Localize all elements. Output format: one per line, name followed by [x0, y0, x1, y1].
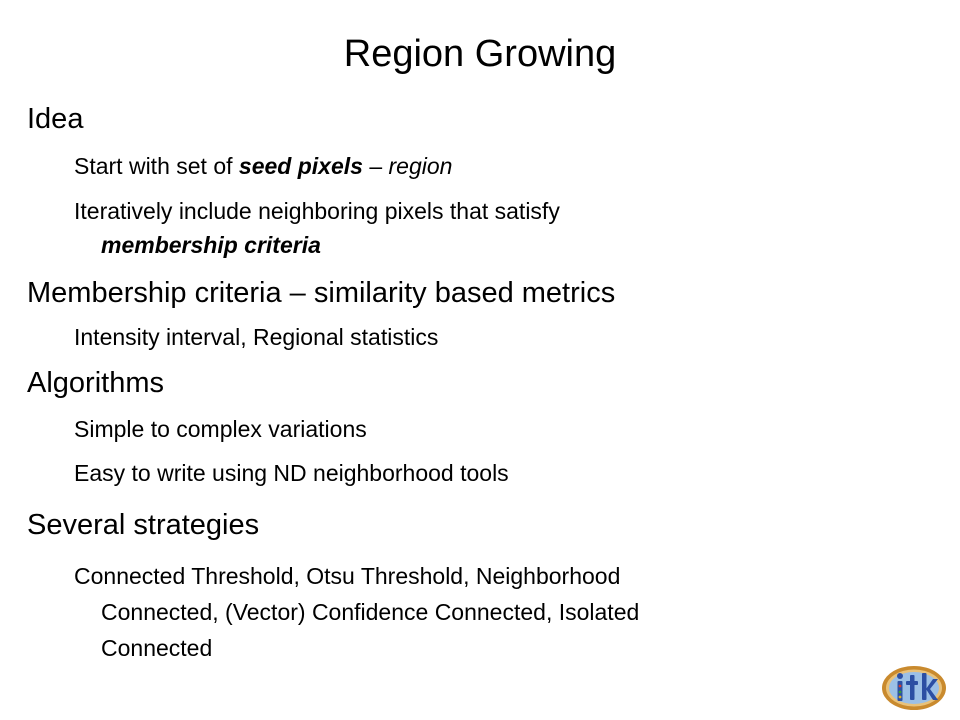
membership-criteria-emphasis: membership criteria — [101, 232, 321, 258]
sub-bullet-simple-to-complex: Simple to complex variations — [74, 416, 367, 442]
bullet-idea: Idea — [27, 103, 84, 135]
sub-bullet-strategies-line2: Connected, (Vector) Confidence Connected, Isolated — [101, 599, 640, 625]
seed-pixels-emphasis: seed pixels — [238, 153, 363, 179]
bullet-algorithms: Algorithms — [27, 367, 164, 399]
sub-bullet-strategies-line3: Connected — [101, 635, 213, 661]
sub-bullet-seed-pixels — [74, 150, 452, 182]
sub-bullet-iteratively: Iteratively include neighboring pixels that satisfy — [74, 198, 560, 224]
region-emphasis: region — [388, 153, 453, 179]
itk-logo-icon — [880, 664, 948, 712]
itk-logo — [880, 664, 948, 712]
sub-bullet-intensity: Intensity interval, Regional statistics — [74, 324, 439, 350]
sub-bullet-strategies-line1: Connected Threshold, Otsu Threshold, Neighborhood — [74, 563, 621, 589]
slide-title: Region Growing — [343, 33, 617, 75]
seed-text: Start with set of — [74, 153, 239, 179]
bullet-membership: Membership criteria – similarity based metrics — [27, 277, 616, 309]
sub-bullet-membership-criteria — [101, 229, 321, 261]
seed-dash: – — [362, 153, 389, 179]
bullet-strategies: Several strategies — [27, 509, 260, 541]
sub-bullet-easy-to-write: Easy to write using ND neighborhood tools — [74, 460, 509, 486]
